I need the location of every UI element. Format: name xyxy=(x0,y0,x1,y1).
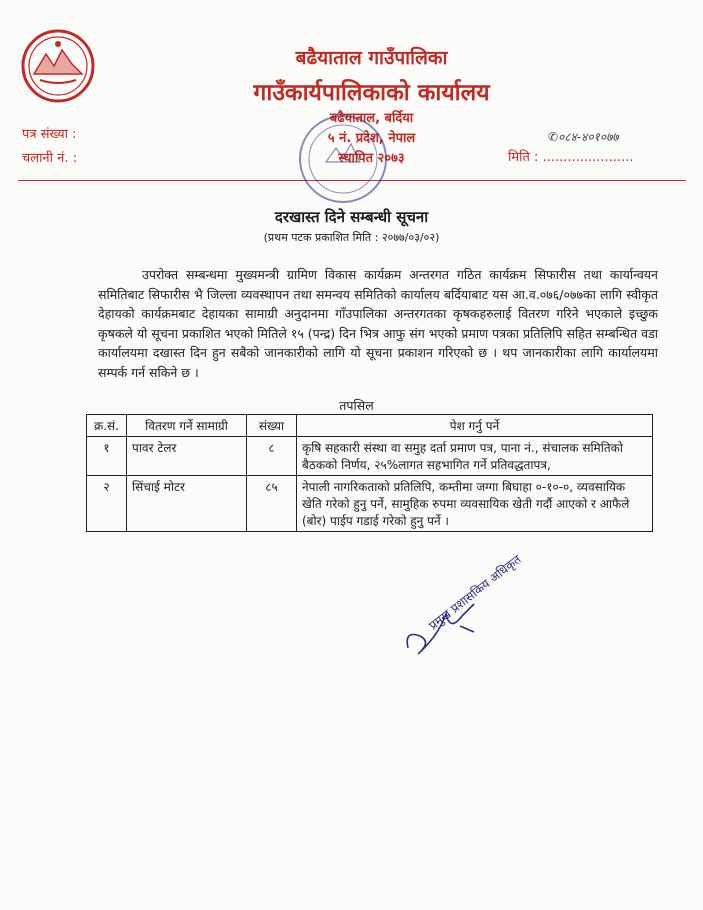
notice-title: दरखास्त दिने सम्बन्धी सूचना xyxy=(274,208,429,226)
date-label: मिति : ...................... xyxy=(508,150,634,165)
row-docs: कृषि सहकारी संस्था वा समुह दर्ता प्रमाण पत्र, पाना नं., संचालक समितिको बैठकको निर्णय, २५%लागत सहभागित गर्ने प्रतिवद्धतापत्र, xyxy=(297,437,653,476)
notice-body: उपरोक्त सम्बन्धमा मुख्यमन्त्री ग्रामिण विकास कार्यक्रम अन्तरगत गठित कार्यक्रम सिफारीस तथा कार्यान्वयन समितिबाट सिफारीस भै जिल्ला व्यवस्थापन तथा समन्वय समितिको कार्यालय बर्दियाबाट यस आ.व.०७६/०७७का लागि स्वीकृत देहायको कार्यक्रमबाट देहायका सामाग्री अनुदानमा गाँउपालिका अन्तरगतका कृषकहरुलाई वितरण गरिने भएकाले इच्छुक कृषकले यो सूचना प्रकाशित भएको मितिले १५ (पन्द्र) दिन भित्र आफु संग भएको प्रमाण पत्रका प्रतिलिपि सहित सम्बन्धित वडा कार्यालयमा दखास्त दिन हुन सबैको जानकारीको लागि यो सूचना प्रकाशन गरिएको छ । थप जानकारीका लागि कार्यालयमा सम्पर्क गर्न सकिने छ । xyxy=(98,267,658,380)
table-header-row xyxy=(87,415,653,437)
patra-sankhya-label: पत्र संख्या : xyxy=(22,127,77,142)
header-item: वितरण गर्ने सामाग्री xyxy=(127,415,247,437)
row-qty: ८ xyxy=(247,437,297,476)
header-qty: संख्या xyxy=(247,415,297,437)
office-stamp xyxy=(296,112,390,206)
row-docs: नेपाली नागरिकताको प्रतिलिपि, कम्तीमा जग्गा बिघाहा ०-१०-०, व्यवसायिक खेति गरेको हुनु पर्ने, सामुहिक रुपमा व्यवसायिक खेती गर्दौ आएको र आफैले (बोर) पाईप गडाई गरेको हुनु पर्ने । xyxy=(297,476,653,532)
province-line: ५ नं. प्रदेश, नेपाल xyxy=(327,131,416,146)
row-item: पावर टेलर xyxy=(127,437,247,476)
tapasil-heading: तपसिल xyxy=(339,398,374,413)
signatory-title: प्रमुख प्रशासकिय अधिकृत xyxy=(426,552,524,633)
phone-number: ✆०८४-४०१०७७ xyxy=(548,130,619,144)
notice-publish-date: (प्रथम पटक प्रकाशित मिति : २०७७/०३/०२) xyxy=(263,231,440,244)
chalani-number-label: चलानी नं. : xyxy=(22,151,78,166)
header-docs: पेश गर्नु पर्ने xyxy=(297,415,653,437)
office-name: गाउँकार्यपालिकाको कार्यालय xyxy=(253,80,490,106)
distribution-table xyxy=(86,414,653,532)
table-row xyxy=(87,437,653,476)
row-sn: १ xyxy=(87,437,127,476)
established-line: स्थापित २०७३ xyxy=(338,151,405,166)
row-item: सिंचाई मोटर xyxy=(127,476,247,532)
header-sn: क्र.सं. xyxy=(87,415,127,437)
row-qty: ८५ xyxy=(247,476,297,532)
office-address: बढैयाताल, बर्दिया xyxy=(329,111,414,126)
municipality-name: बढैयाताल गाउँपालिका xyxy=(295,47,448,69)
table-row xyxy=(87,476,653,532)
row-sn: २ xyxy=(87,476,127,532)
